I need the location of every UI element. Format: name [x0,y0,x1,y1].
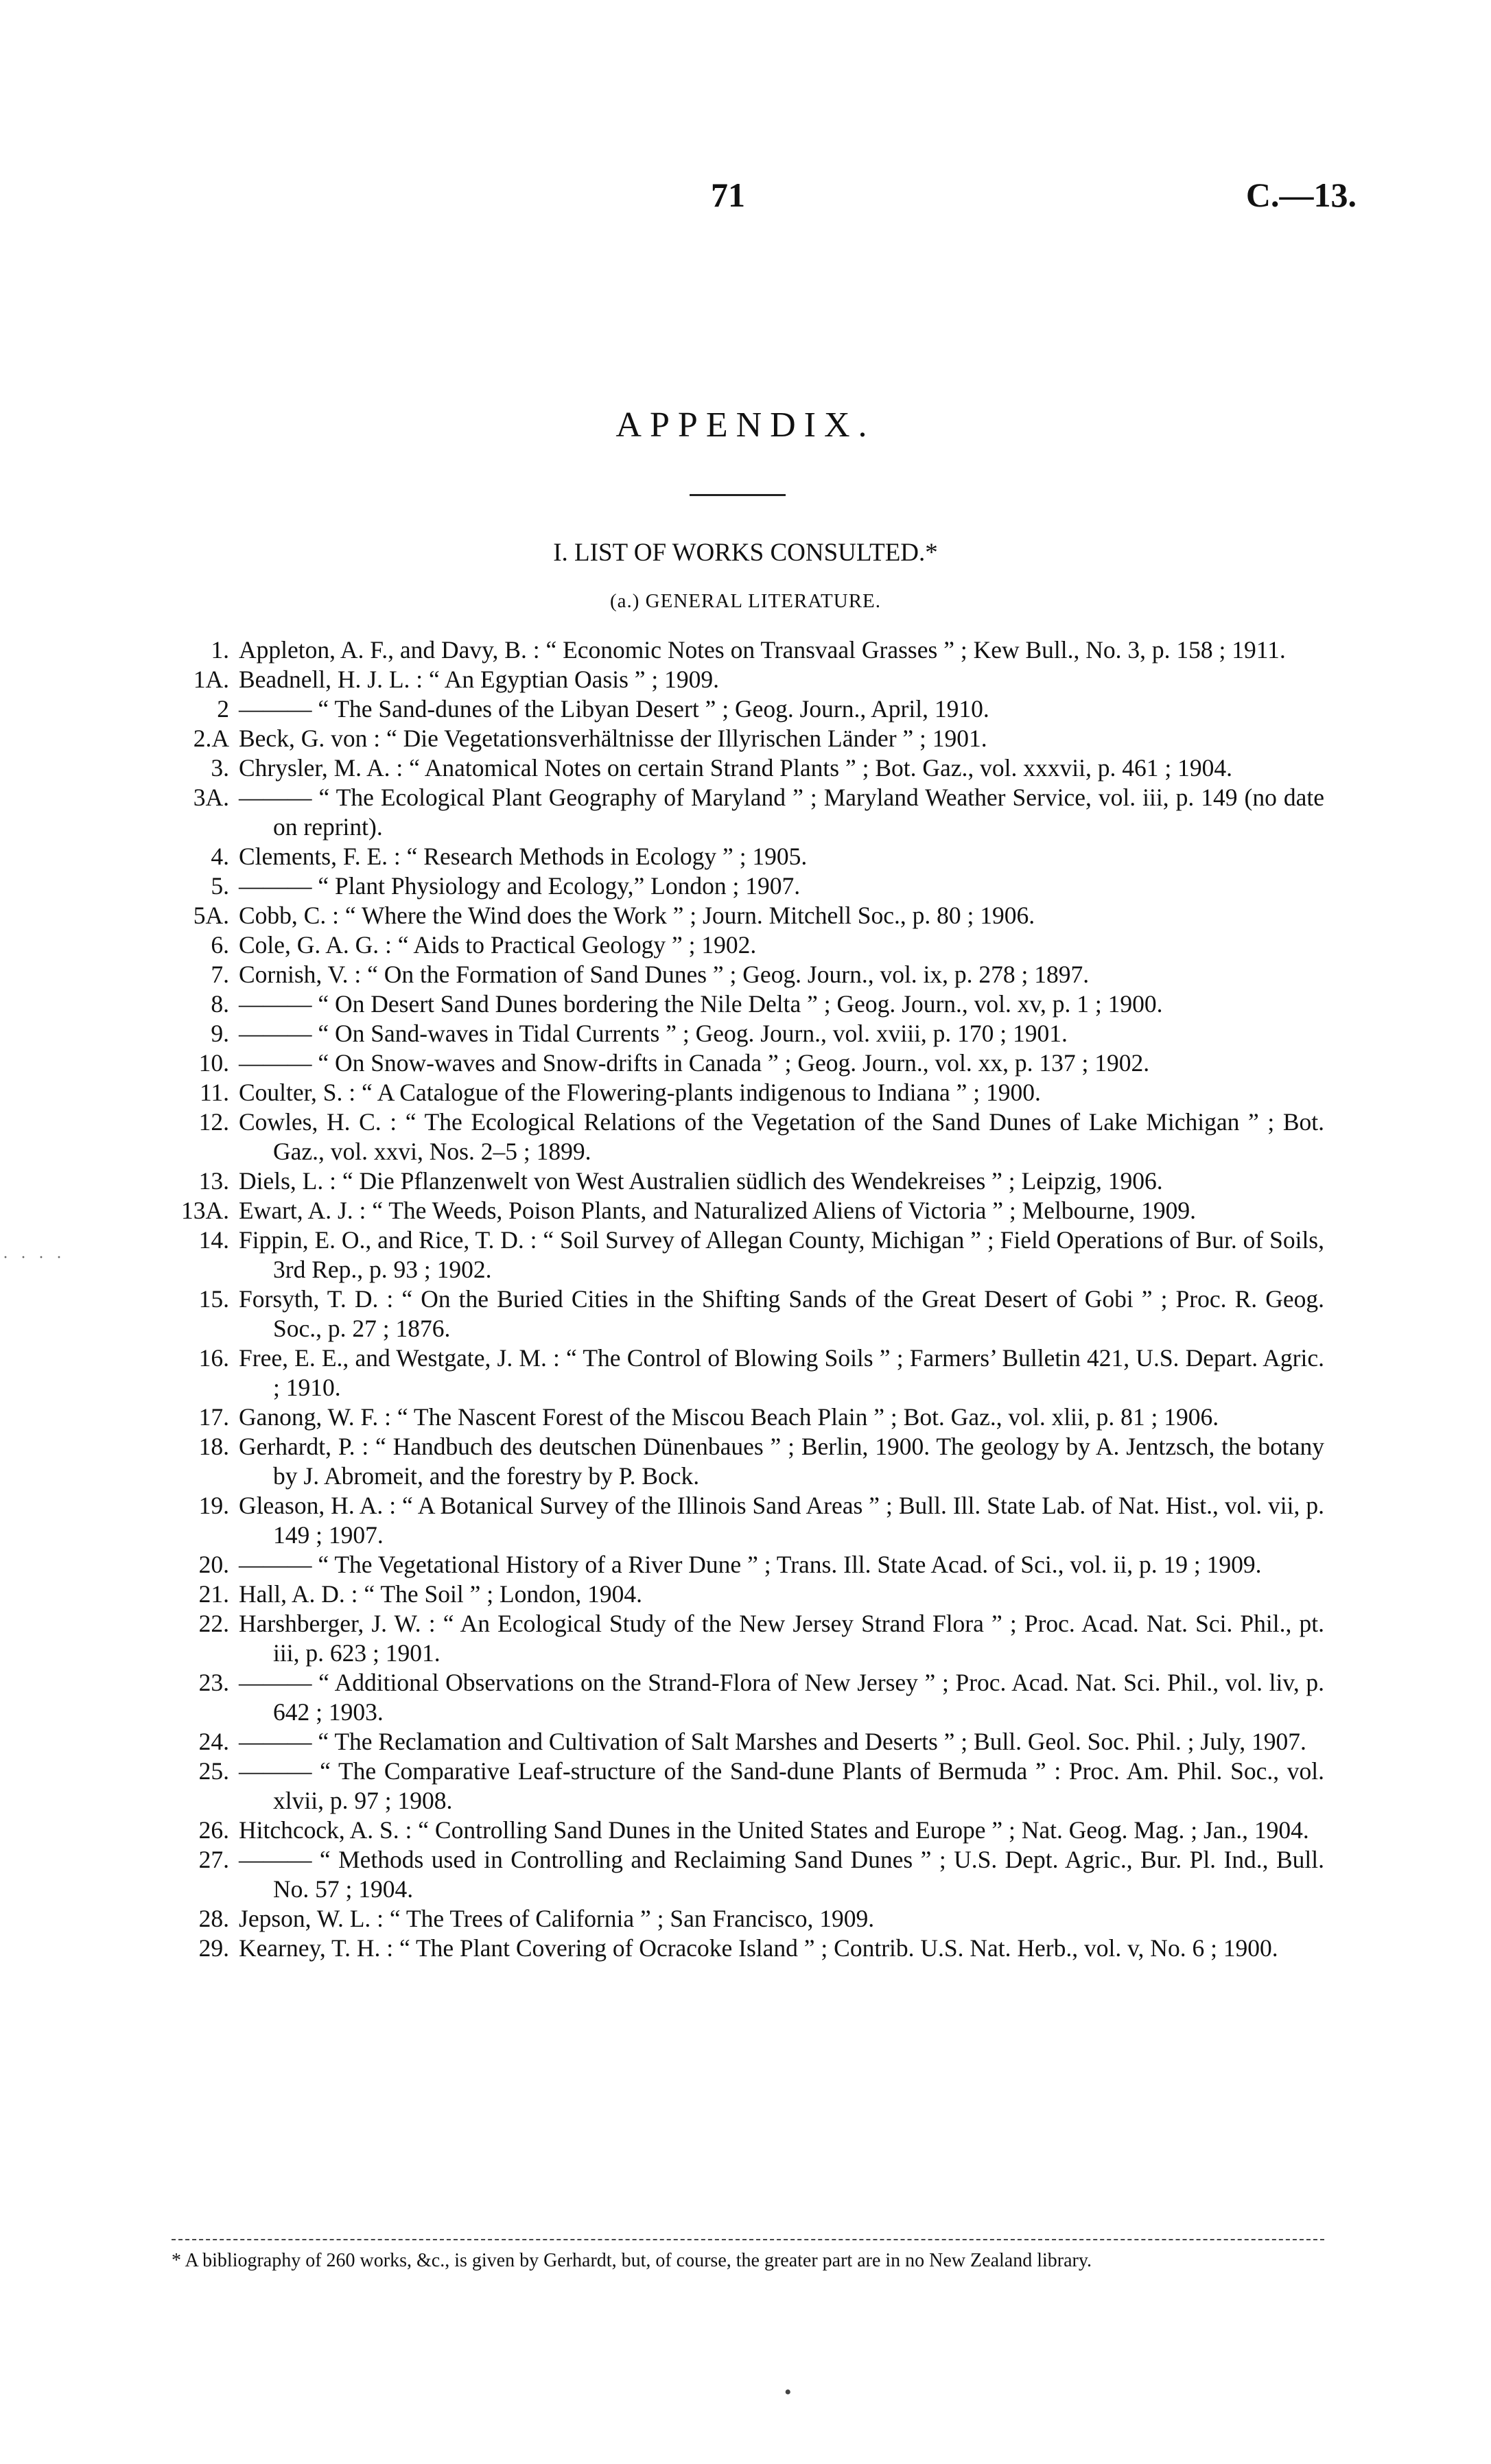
entry-text: Ewart, A. J. : “ The Weeds, Poison Plants, and Naturalized Aliens of Victoria ” ; Melbourne, 1909. [239,1197,1197,1224]
entry-number: 5. [211,872,229,900]
entry-number: 17. [198,1403,229,1431]
bibliography-entry [172,901,1324,930]
entry-text: ——— “ Additional Observations on the Strand-Flora of New Jersey ” ; Proc. Acad. Nat. Sci. Phil., vol. liv, p. 642 ; 1903. [239,1669,1324,1726]
entry-text: ——— “ Methods used in Controlling and Reclaiming Sand Dunes ” ; U.S. Dept. Agric., Bur. Pl. Ind., Bull. No. 57 ; 1904. [239,1846,1324,1903]
entry-text: Ganong, W. F. : “ The Nascent Forest of the Miscou Beach Plain ” ; Bot. Gaz., vol. xlii, p. 81 ; 1906. [239,1403,1219,1431]
entry-text: ——— “ On Snow-waves and Snow-drifts in Canada ” ; Geog. Journ., vol. xx, p. 137 ; 1902. [239,1049,1150,1077]
entry-text: ——— “ Plant Physiology and Ecology,” London ; 1907. [239,872,801,900]
bibliography-entry [172,989,1324,1019]
entry-text: Cobb, C. : “ Where the Wind does the Work ” ; Journ. Mitchell Soc., p. 80 ; 1906. [239,902,1035,929]
entry-text: Fippin, E. O., and Rice, T. D. : “ Soil Survey of Allegan County, Michigan ” ; Field Operations of Bur. of Soils, 3rd Rep., p. 93 ; 1902. [239,1226,1324,1283]
bibliography-entry [172,1403,1324,1432]
entry-number: 29. [198,1934,229,1962]
bibliography-entry [172,1757,1324,1816]
entry-number: 3A. [193,784,229,811]
entry-text: Beck, G. von : “ Die Vegetationsverhältnisse der Illyrischen Länder ” ; 1901. [239,725,987,752]
bibliography-entry [172,635,1324,665]
bibliography-entry [172,1609,1324,1668]
entry-text: Clements, F. E. : “ Research Methods in Ecology ” ; 1905. [239,843,808,870]
entry-number: 25. [198,1757,229,1785]
bibliography-entry [172,1550,1324,1580]
bibliography-entry [172,1048,1324,1078]
entry-number: 13. [198,1167,229,1195]
bibliography-entry [172,1845,1324,1904]
entry-number: 23. [198,1669,229,1696]
entry-number: 6. [211,931,229,959]
entry-number: 2 [217,695,229,723]
entry-number: 15. [198,1285,229,1313]
bibliography-entry [172,1432,1324,1491]
entry-number: 10. [198,1049,229,1077]
entry-number: 28. [198,1905,229,1932]
bibliography-entry [172,960,1324,989]
bibliography-entry [172,1934,1324,1963]
bibliography-entry [172,1816,1324,1845]
entry-text: Kearney, T. H. : “ The Plant Covering of Ocracoke Island ” ; Contrib. U.S. Nat. Herb., vol. v, No. 6 ; 1900. [239,1934,1278,1962]
entry-text: Gleason, H. A. : “ A Botanical Survey of the Illinois Sand Areas ” ; Bull. Ill. State Lab. of Nat. Hist., vol. vii, p. 149 ; 1907. [239,1492,1324,1549]
entry-number: 19. [198,1492,229,1519]
bibliography-entry [172,1284,1324,1344]
entry-text: Cornish, V. : “ On the Formation of Sand Dunes ” ; Geog. Journ., vol. ix, p. 278 ; 1897. [239,961,1090,988]
entry-number: 8. [211,990,229,1018]
entry-text: ——— “ The Reclamation and Cultivation of Salt Marshes and Deserts ” ; Bull. Geol. Soc. Phil. ; July, 1907. [239,1728,1306,1755]
bibliography-entry [172,1668,1324,1727]
bibliography-list [172,635,1324,1963]
bibliography-entry [172,1225,1324,1284]
bibliography-entry [172,930,1324,960]
bibliography-entry [172,1904,1324,1934]
bottom-mark: • [784,2381,792,2404]
entry-text: Hall, A. D. : “ The Soil ” ; London, 1904. [239,1580,643,1608]
bibliography-entry [172,783,1324,842]
entry-number: 7. [211,961,229,988]
bibliography-entry [172,1196,1324,1225]
entry-text: Appleton, A. F., and Davy, B. : “ Economic Notes on Transvaal Grasses ” ; Kew Bull., No. 3, p. 158 ; 1911. [239,636,1286,664]
bibliography-entry [172,1491,1324,1550]
entry-number: 26. [198,1816,229,1844]
appendix-title: APPENDIX. [615,406,876,445]
footnote-rule [172,2239,1324,2240]
entry-number: 13A. [180,1197,229,1224]
entry-text: Harshberger, J. W. : “ An Ecological Study of the New Jersey Strand Flora ” ; Proc. Acad. Nat. Sci. Phil., pt. iii, p. 623 ; 1901. [239,1610,1324,1667]
entry-number: 20. [198,1551,229,1578]
entry-text: Coulter, S. : “ A Catalogue of the Flowering-plants indigenous to Indiana ” ; 1900. [239,1079,1041,1106]
entry-text: ——— “ On Sand-waves in Tidal Currents ” ; Geog. Journ., vol. xviii, p. 170 ; 1901. [239,1020,1068,1047]
entry-text: ——— “ On Desert Sand Dunes bordering the Nile Delta ” ; Geog. Journ., vol. xv, p. 1 ; 1900. [239,990,1163,1018]
bibliography-entry [172,665,1324,694]
subsection-heading: (a.) GENERAL LITERATURE. [609,590,881,612]
entry-number: 21. [198,1580,229,1608]
bibliography-entry [172,1166,1324,1196]
bibliography-entry [172,871,1324,901]
bibliography-entry [172,1727,1324,1757]
bibliography-entry [172,1107,1324,1166]
entry-number: 5A. [193,902,229,929]
entry-text: ——— “ The Vegetational History of a River Dune ” ; Trans. Ill. State Acad. of Sci., vol. ii, p. 19 ; 1909. [239,1551,1262,1578]
entry-text: ——— “ The Ecological Plant Geography of Maryland ” ; Maryland Weather Service, vol. iii, p. 149 (no date on reprint). [239,784,1324,841]
bibliography-entry [172,724,1324,753]
title-rule [690,494,786,496]
entry-text: Cowles, H. C. : “ The Ecological Relations of the Vegetation of the Sand Dunes of Lake Michigan ” ; Bot. Gaz., vol. xxvi, Nos. 2–5 ; 1899. [239,1108,1324,1165]
bibliography-entry [172,842,1324,871]
entry-number: 11. [199,1079,229,1106]
entry-text: Forsyth, T. D. : “ On the Buried Cities in the Shifting Sands of the Great Desert of Gobi ” ; Proc. R. Geog. Soc., p. 27 ; 1876. [239,1285,1324,1342]
footnote: * A bibliography of 260 works, &c., is given by Gerhardt, but, of course, the greater part are in no New Zealand library. [172,2250,1092,2271]
section-heading: I. LIST OF WORKS CONSULTED.* [553,539,938,567]
entry-number: 18. [198,1433,229,1460]
entry-number: 2.A [193,725,229,752]
entry-text: ——— “ The Sand-dunes of the Libyan Desert ” ; Geog. Journ., April, 1910. [239,695,989,723]
entry-number: 4. [211,843,229,870]
entry-number: 1. [211,636,229,664]
entry-number: 1A. [193,666,229,693]
entry-text: Free, E. E., and Westgate, J. M. : “ The Control of Blowing Soils ” ; Farmers’ Bulletin 421, U.S. Depart. Agric. ; 1910. [239,1344,1324,1401]
bibliography-entry [172,1344,1324,1403]
bibliography-entry [172,1019,1324,1048]
entry-text: Gerhardt, P. : “ Handbuch des deutschen Dünenbaues ” ; Berlin, 1900. The geology by A. Jentzsch, the botany by J. Abromeit, and the forestry by P. Bock. [239,1433,1324,1490]
entry-number: 9. [211,1020,229,1047]
entry-text: Diels, L. : “ Die Pflanzenwelt von West Australien südlich des Wendekreises ” ; Leipzig, 1906. [239,1167,1163,1195]
bibliography-entry [172,753,1324,783]
page-number: 71 [711,176,745,214]
bibliography-entry [172,1580,1324,1609]
entry-text: Hitchcock, A. S. : “ Controlling Sand Dunes in the United States and Europe ” ; Nat. Geog. Mag. ; Jan., 1904. [239,1816,1309,1844]
entry-number: 3. [211,754,229,782]
entry-text: Cole, G. A. G. : “ Aids to Practical Geology ” ; 1902. [239,931,757,959]
entry-number: 14. [198,1226,229,1254]
margin-mark: · · · · [3,1249,66,1267]
bibliography-entry [172,1078,1324,1107]
entry-number: 22. [198,1610,229,1637]
entry-number: 27. [198,1846,229,1873]
entry-text: Beadnell, H. J. L. : “ An Egyptian Oasis ” ; 1909. [239,666,720,693]
document-reference: C.—13. [1245,176,1357,214]
entry-text: Jepson, W. L. : “ The Trees of California ” ; San Francisco, 1909. [239,1905,875,1932]
entry-text: ——— “ The Comparative Leaf-structure of the Sand-dune Plants of Bermuda ” : Proc. Am. Phil. Soc., vol. xlvii, p. 97 ; 1908. [239,1757,1324,1814]
entry-number: 24. [198,1728,229,1755]
bibliography-entry [172,694,1324,724]
entry-text: Chrysler, M. A. : “ Anatomical Notes on certain Strand Plants ” ; Bot. Gaz., vol. xxxvii, p. 461 ; 1904. [239,754,1232,782]
entry-number: 12. [198,1108,229,1136]
entry-number: 16. [198,1344,229,1372]
